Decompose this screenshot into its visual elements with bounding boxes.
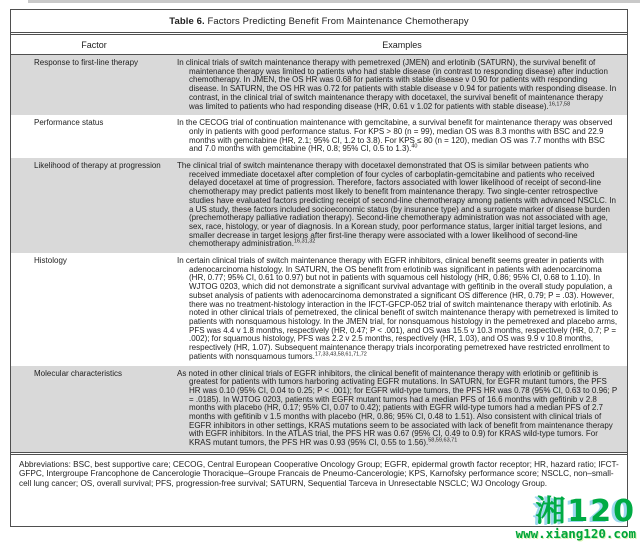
table-title-text: Factors Predicting Benefit From Maintenance Chemotherapy xyxy=(204,16,469,27)
example-body: As noted in other clinical trials of EGFR inhibitors, the clinical benefit of maintenance therapy with erlotinib or gefitinib is greatest for patients with tumors harboring activating EGFR mutations. In SATURN, for EGFR mutant tumors, the PFS HR was 0.10 (95% CI, 0.04 to 0.25; P < .001); for EGFR wild-type tumors, the PFS HR was 0.78 (95% CI, 0.63 to 0.96; P = .0185). In WJTOG 0203, patients with EGFR mutant tumors had a median PFS of 16.6 months with gefitinib v 2.8 months with placebo (HR, 0.17; 95% CI, 0.07 to 0.42); patients with EGFR wild-type tumors had a median PFS of 2.7 months with gefitinib v 1.5 months with placebo (HR, 0.86; 95% CI, 0.48 to 1.51). Also consistent with clinical trials of EGFR inhibitors in other settings, KRAS mutations seem to be associated with lack of benefit from maintenance therapy with EGFR inhibitors. In the ATLAS trial, the PFS HR was 0.67 (95% CI, 0.49 to 0.9) for KRAS wild-type tumors. For KRAS mutant tumors, the PFS HR was 0.93 (95% CI, 0.55 to 1.56). xyxy=(177,368,618,448)
abbreviations-text: Abbreviations: BSC, best supportive care; CECOG, Central European Cooperative Oncology Group; EGFR, epidermal growth factor receptor; HR, hazard ratio; IFCT-GFPC, Intergroupe Francophone de Cancerologie Thoracique–Groupe Francais de Pneumo-Cancerologie; KPS, Karnofsky performance score; NSCLC, non–small-cell lung cancer; OS, overall survival; PFS, progression-free survival; SATURN, Sequential Tarceva in Unresectable NSCLC; WJ xyxy=(19,459,619,488)
watermark xyxy=(515,494,636,541)
examples-cell xyxy=(177,115,627,158)
citation-refs: 40 xyxy=(411,143,418,150)
example-text xyxy=(177,257,619,361)
watermark-url: www.xiang120.com xyxy=(515,526,636,541)
example-text xyxy=(177,162,619,249)
example-body: In clinical trials of switch maintenance therapy with pemetrexed (JMEN) and erlotinib (SATURN), the survival benefit of maintenance therapy was limited to patients who had stable disease (in contrast to responding disease) after induction chemotherapy. In JMEN, the OS HR was 0.68 for patients with stable disease v 0.90 for patients with responding disease. In SATURN, the OS HR was 0.72 for patients with stable disease v 0.94 for patients with responding disease. In contrast, in the clinical trial of switch maintenance therapy with docetaxel, the survival benefit of maintenance therapy was limited to patients who had responding disease (HR, 0.61 v 1.02 for patients with stable disease). xyxy=(177,58,617,111)
examples-cell xyxy=(177,366,627,452)
table-row xyxy=(11,55,627,115)
citation-refs: 16,17,58 xyxy=(548,100,571,107)
factor-cell: Likelihood of therapy at progression xyxy=(34,161,161,171)
abbreviations-text-end: Oncology Group. xyxy=(485,478,548,488)
watermark-logo: 湘120 xyxy=(535,494,636,529)
example-text xyxy=(177,59,619,111)
column-header-factor: Factor xyxy=(81,40,107,50)
table-row xyxy=(11,115,627,158)
example-body: In the CECOG trial of continuation maintenance with gemcitabine, a survival benefit for maintenance therapy was observed only in patients with good performance status. For KPS > 80 (n = 99), median OS was 8.3 months with BSC and 22.9 months with gemcitabine (HR, 2.1; 95% CI, 1.2 to 3.8). For KPS ≤ 80 (n = 120), median OS was 7.7 months with BSC and 7.0 months with gemcitabine (HR, 0.8; 95% CI, 0.5 to 1.3). xyxy=(177,118,613,154)
table-header-row xyxy=(11,35,627,55)
abbreviations-footnote xyxy=(11,455,627,494)
table-row xyxy=(11,366,627,452)
citation-refs: 16,31,32 xyxy=(293,238,316,245)
example-body: The clinical trial of switch maintenance therapy with docetaxel demonstrated that OS is similar between patients who received immediate docetaxel after completion of four cycles of carboplatin-gemcitabine and patients who received delayed docetaxel at time of progression. Therefore, factors associated with lower likelihood of receipt of second-line chemotherapy may predict patients most likely to benefit from maintenance therapy. Two single-center retrospective studies have evaluated factors predicting receipt of second-line chemotherapy among patients with advanced NSCLC. In a US study, these factors included socioeconomic status (by insurance type) and a surrogate marker of disease burden (prechemotherapy palliative radiation therapy). Second-line chemotherapy administration was not associated with age, sex, race, histology, or year of diagnosis. In a Korean study, poor performance status, larger initial target lesions, and smaller decrease in target lesions after first-line therapy were associated with a lower likelihood of second-line chemotherapy administration. xyxy=(177,161,616,249)
factor-cell: Response to first-line therapy xyxy=(34,58,139,67)
example-body: In certain clinical trials of switch maintenance therapy with EGFR inhibitors, clinical benefit seems greater in patients with adenocarcinoma histology. In SATURN, the OS benefit from erlotinib was significant in patients with adenocarcinoma (HR, 0.77; 95% CI, 0.61 to 0.97) but not in patients with squamous cell histology (HR, 0.86; 95% CI, 0.68 to 1.10). In WJTOG 0203, which did not demonstrate a significant survival advantage with gefitinib in the overall study population, a subset analysis of patients with adenocarcinoma demonstrated a significant OS difference (HR, 0.79; P = .03). However, there was no treatment-histology interaction in the IFCT-GFCP-052 trial of switch maintenance therapy with erlotinib. As noted in other clinical trials of pemetrexed, the clinical benefit of switch maintenance therapy with pemetrexed is limited to patients with nonsquamous histology. In the JMEN trial, for nonsquamous histology in the pemetrexed and placebo arms, PFS was 4.4 v 1.8 months, respectively (HR, 0.47; P < .001), and OS was 15.5 v 10.3 months, respectively (HR, 0.7; P = .002); for squamous histology, PFS was 2.2 v 2.5 months, respectively (HR, 1.03), and OS was 9.9 v 10.8 months, respectively (HR, 1.07). Subsequent maintenance therapy trials incorporating pemetrexed have restricted enrollment to patients with nonsquamous tumors. xyxy=(177,256,619,361)
examples-cell xyxy=(177,158,627,253)
scan-artifact-strip xyxy=(28,0,640,3)
table-row xyxy=(11,253,627,365)
factor-cell: Molecular characteristics xyxy=(34,368,123,378)
example-text xyxy=(177,370,619,448)
table-number: Table 6. xyxy=(169,16,205,27)
citation-refs: 58,59,63,71 xyxy=(428,437,458,444)
table-row xyxy=(11,158,627,253)
factor-cell: Performance status xyxy=(34,118,104,128)
factor-cell: Histology xyxy=(34,256,67,266)
example-text xyxy=(177,119,619,154)
examples-cell xyxy=(177,55,627,115)
paper-table xyxy=(10,9,628,527)
column-header-examples: Examples xyxy=(382,40,422,50)
citation-refs: 17,33,43,58,61,71,72 xyxy=(314,351,367,358)
table-title xyxy=(11,10,627,35)
examples-cell xyxy=(177,253,627,365)
